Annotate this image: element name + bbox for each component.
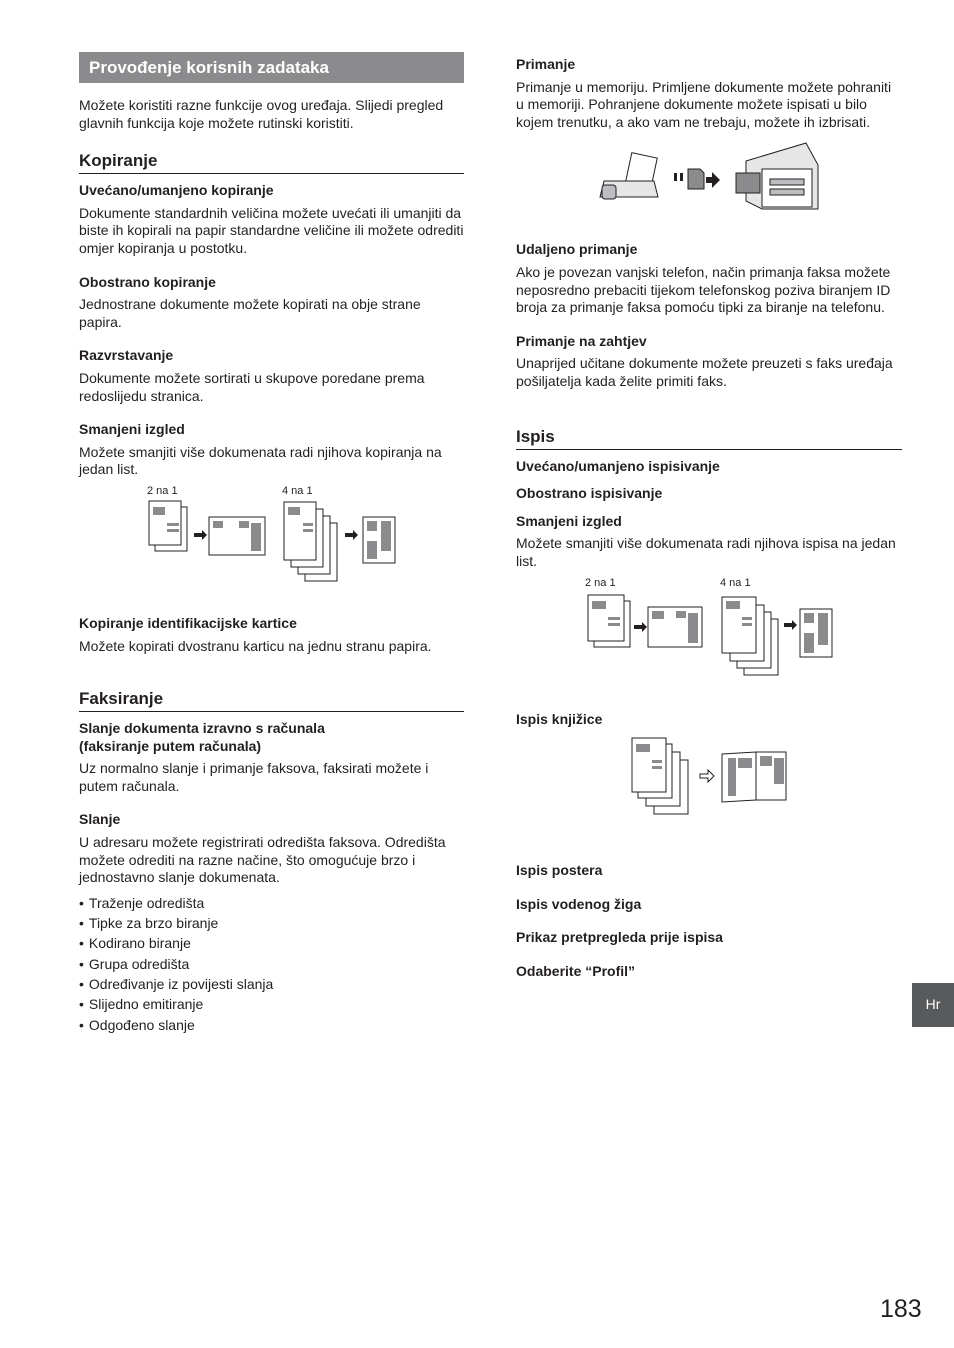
item-kopiranje-kartice	[79, 615, 464, 655]
item-title	[79, 720, 464, 755]
item-ispis-knjizice: Ispis knjižice	[516, 710, 603, 727]
heading-faksiranje: Faksiranje	[79, 689, 464, 712]
item-uvecano-kopiranje	[79, 182, 464, 257]
item-text: Možete kopirati dvostranu karticu na jednu stranu papira.	[79, 637, 432, 654]
intro-text: Možete koristiti razne funkcije ovog uređaja. Slijedi pregled glavnih funkcija koje možete rutinski koristiti.	[79, 97, 444, 131]
label-2-na-1: 2 na 1	[585, 576, 616, 589]
list-item: • Tipke za brzo biranje	[79, 913, 464, 933]
list-item: • Slijedno emitiranje	[79, 994, 464, 1014]
item-title: Udaljeno primanje	[516, 241, 638, 258]
list-item: • Traženje odredišta	[79, 893, 464, 913]
item-slanje	[79, 811, 464, 1034]
item-udaljeno-primanje	[516, 241, 902, 316]
nup-copy-figure	[79, 483, 464, 601]
item-uvecano-ispisivanje: Uvećano/umanjeno ispisivanje	[516, 457, 720, 474]
item-text: Možete smanjiti više dokumenata radi njihova ispisa na jedan list.	[516, 535, 896, 569]
title-line-1: Slanje dokumenta izravno s računala	[79, 720, 325, 737]
label-2-na-1: 2 na 1	[147, 484, 178, 497]
item-title: Smanjeni izgled	[79, 421, 185, 438]
item-text: Možete smanjiti više dokumenata radi njihova kopiranja na jedan list.	[79, 443, 442, 478]
item-title: Primanje na zahtjev	[516, 332, 647, 349]
item-text: Dokumente možete sortirati u skupove poredane prema redoslijedu stranica.	[79, 369, 425, 404]
heading-ispis: Ispis	[516, 427, 902, 450]
list-item: • Grupa odredišta	[79, 954, 464, 974]
item-primanje-na-zahtjev	[516, 333, 902, 391]
item-title: Obostrano kopiranje	[79, 273, 216, 290]
item-smanjeni-izgled	[79, 421, 464, 479]
right-column	[516, 56, 902, 996]
item-text: Ako je povezan vanjski telefon, način primanja faksa možete neposredno prebaciti tijekom telefonskog poziva biranjem ID broja za primanje faksa pomoću tipki za biranje na telefonu.	[516, 263, 891, 316]
fax-to-printer-icon	[516, 139, 902, 219]
label-4-na-1: 4 na 1	[282, 484, 313, 497]
page-number: 183	[880, 1295, 922, 1323]
item-text: U adresaru možete registrirati odredišta faksova. Odredišta možete odrediti na razne načine, što omogućuje brzo i jednostavno slanje dokumenata.	[79, 834, 446, 886]
item-smanjeni-izgled-ispis	[516, 513, 902, 571]
nup-print-illustration	[516, 575, 846, 693]
item-prikaz-pretpregleda: Prikaz pretpregleda prije ispisa	[516, 929, 723, 946]
item-title: Kopiranje identifikacijske kartice	[79, 614, 297, 631]
fax-receive-figure	[516, 139, 902, 219]
heading-kopiranje: Kopiranje	[79, 151, 464, 174]
list-item: • Kodirano biranje	[79, 933, 464, 953]
item-title: Primanje	[516, 56, 576, 72]
section-banner: Provođenje korisnih zadataka	[79, 52, 464, 83]
nup-print-figure	[516, 575, 902, 693]
item-ispis-postera: Ispis postera	[516, 862, 603, 879]
booklet-illustration	[516, 736, 902, 824]
item-text: Primanje u memoriju. Primljene dokumente možete pohraniti u memoriji. Pohranjene dokumente možete ispisati u bilo kojem trenutku, a ako vam ne trebaju, možete ih izbrisati.	[516, 78, 892, 130]
item-title: Uvećano/umanjeno kopiranje	[79, 182, 274, 199]
left-column	[79, 52, 464, 1051]
item-text: Dokumente standardnih veličina možete uvećati ili umanjiti da biste ih kopirali na papir standardne veličine ili možete odrediti omjer kopiranja u postotku.	[79, 204, 464, 256]
item-primanje	[516, 56, 902, 131]
item-title: Razvrstavanje	[79, 347, 174, 364]
item-faksiranje-racunalo	[79, 720, 464, 795]
title-line-2: (faksiranje putem računala)	[79, 737, 262, 754]
item-text: Unaprijed učitane dokumente možete preuzeti s faks uređaja pošiljatelja kada želite primiti faks.	[516, 355, 893, 389]
item-obostrano-ispisivanje: Obostrano ispisivanje	[516, 485, 663, 502]
list-item: • Određivanje iz povijesti slanja	[79, 974, 464, 994]
item-text: Uz normalno slanje i primanje faksova, faksirati možete i putem računala.	[79, 760, 429, 794]
item-title: Smanjeni izgled	[516, 512, 622, 529]
language-tab: Hr	[912, 983, 954, 1027]
item-obostrano-kopiranje	[79, 274, 464, 332]
item-razvrstavanje	[79, 347, 464, 405]
nup-illustration	[79, 483, 409, 601]
list-item: • Odgođeno slanje	[79, 1015, 464, 1035]
item-ispis-vodenog-ziga: Ispis vodenog žiga	[516, 895, 642, 912]
item-text: Jednostrane dokumente možete kopirati na obje strane papira.	[79, 296, 421, 330]
slanje-bullet-list	[79, 893, 464, 1035]
label-4-na-1: 4 na 1	[720, 576, 751, 589]
item-odaberite-profil: Odaberite “Profil”	[516, 962, 636, 979]
item-title: Slanje	[79, 811, 121, 828]
booklet-figure	[516, 736, 902, 824]
